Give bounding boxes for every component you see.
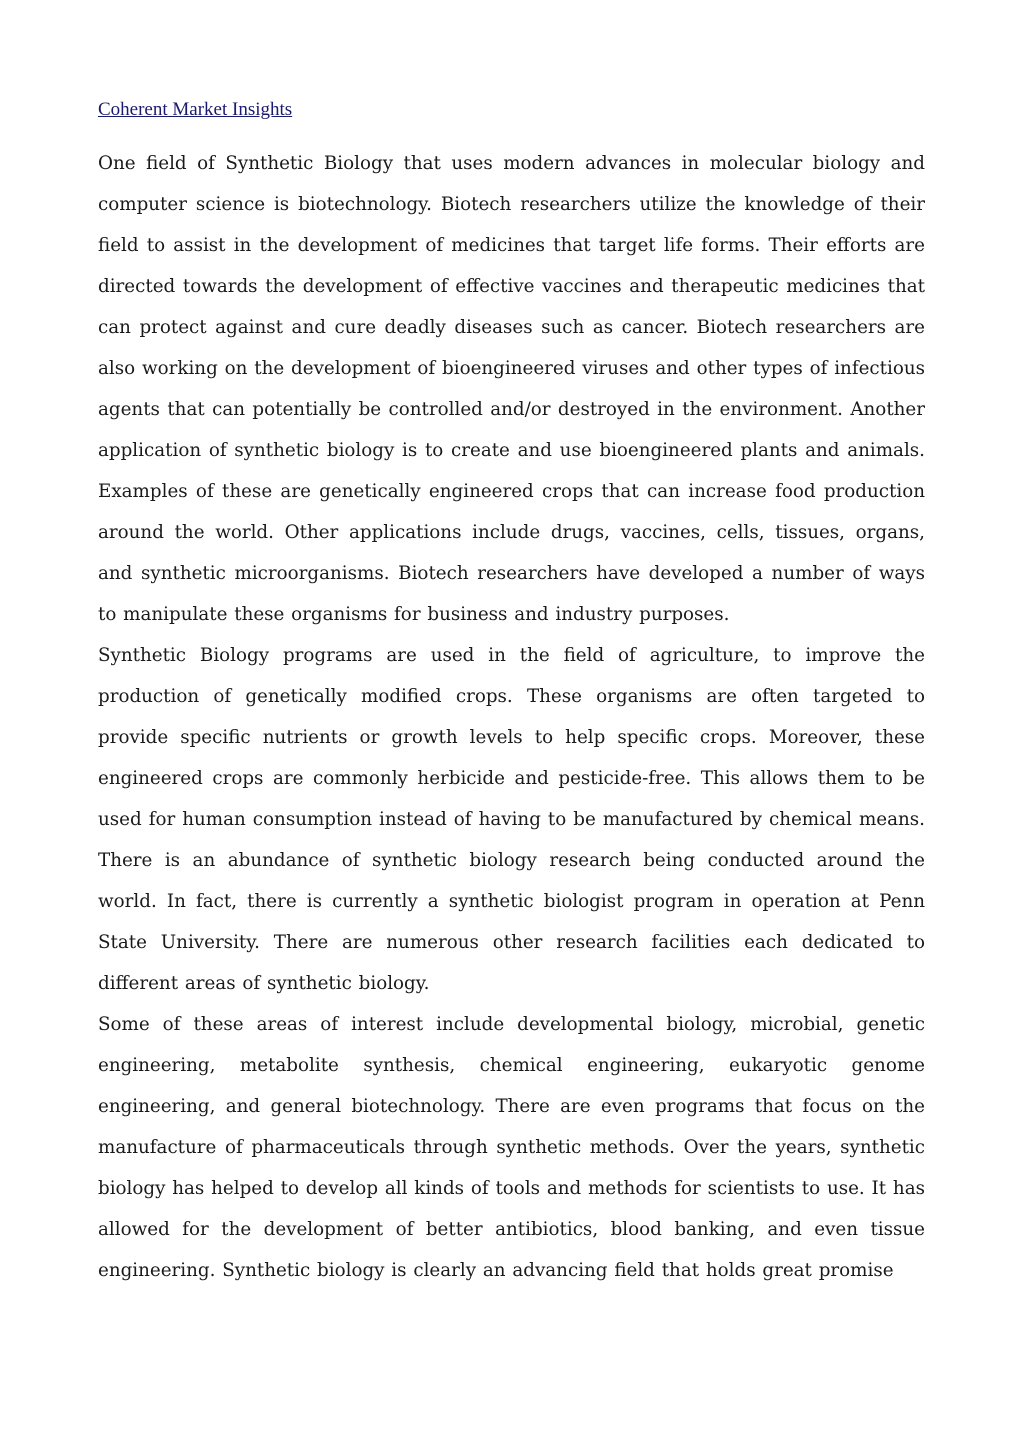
document-page	[98, 96, 925, 1291]
paragraph-biotechnology: One field of Synthetic Biology that uses modern advances in molecular biology and computer science is biotechnology. Biotech researchers utilize the knowledge of their field to assist in the development of medicines that target life forms. Their efforts are directed towards the development of effective vaccines and therapeutic medicines that can protect against and cure deadly diseases such as cancer. Biotech researchers are also working on the development of bioengineered viruses and other types of infectious agents that can potentially be controlled and/or destroyed in the environment. Another application of synthetic biology is to create and use bioengineered plants and animals. Examples of these are genetically engineered crops that can increase food production around the world. Other applications include drugs, vaccines, cells, tissues, organs, and synthetic microorganisms. Biotech researchers have developed a number of ways to manipulate these organisms for business and industry purposes.	[98, 153, 925, 625]
paragraph-areas-of-interest: Some of these areas of interest include developmental biology, microbial, genetic engineering, metabolite synthesis, chemical engineering, eukaryotic genome engineering, and general biotechnology. There are even programs that focus on the manufacture of pharmaceuticals through synthetic methods. Over the years, synthetic biology has helped to develop all kinds of tools and methods for scientists to use. It has allowed for the development of better antibiotics, blood banking, and even tissue engineering. Synthetic biology is clearly an advancing field that holds great promise	[98, 1014, 925, 1281]
paragraph-agriculture: Synthetic Biology programs are used in the field of agriculture, to improve the production of genetically modified crops. These organisms are often targeted to provide specific nutrients or growth levels to help specific crops. Moreover, these engineered crops are commonly herbicide and pesticide-free. This allows them to be used for human consumption instead of having to be manufactured by chemical means. There is an abundance of synthetic biology research being conducted around the world. In fact, there is currently a synthetic biologist program in operation at Penn State University. There are numerous other research facilities each dedicated to different areas of synthetic biology.	[98, 645, 925, 994]
coherent-market-insights-link[interactable]: Coherent Market Insights	[98, 99, 293, 120]
